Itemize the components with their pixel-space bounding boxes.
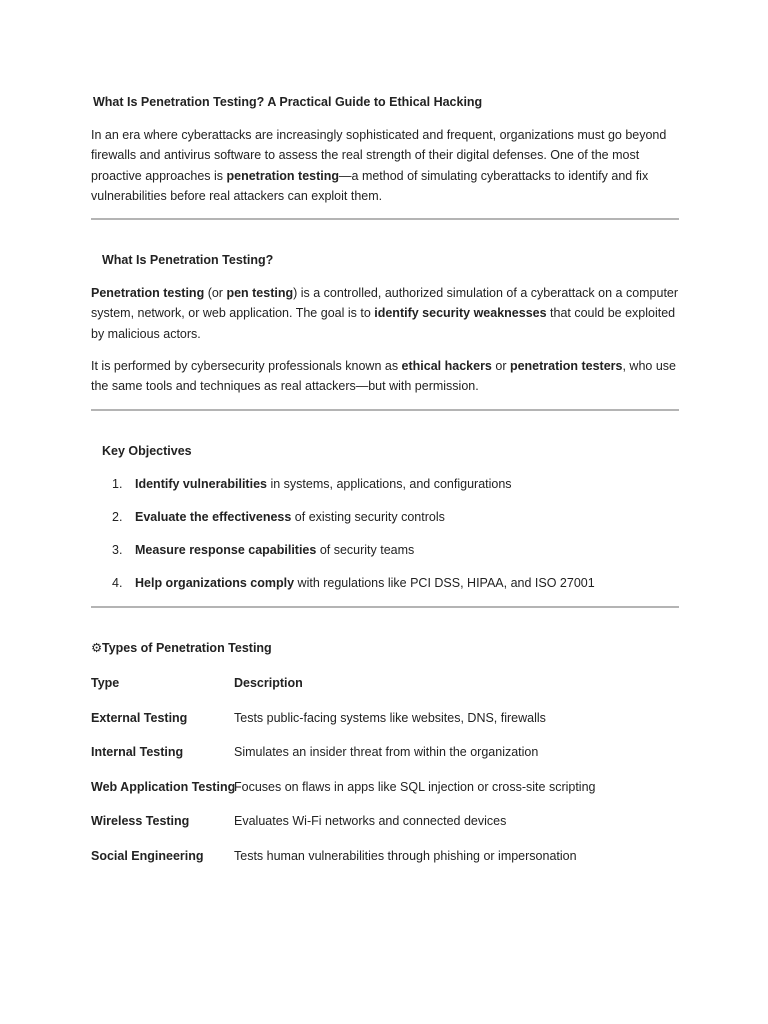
definition-text-1: (or — [204, 286, 227, 300]
table-header-type: Type — [91, 676, 120, 690]
intro-bold-term: penetration testing — [226, 168, 340, 183]
intro-text-2: —a method of simulating cyberattacks to identify and fix vulnerabilities before real attackers can exploit them. — [91, 168, 649, 203]
divider-3 — [91, 606, 679, 608]
term-ethical-hackers: ethical hackers — [401, 359, 492, 373]
table-cell-description: Simulates an insider threat from within the organization — [234, 745, 539, 759]
list-item-bold: Help organizations comply — [135, 576, 295, 590]
list-item — [91, 509, 679, 525]
table-cell-description: Tests public-facing systems like websites, DNS, firewalls — [234, 711, 546, 725]
performers-text-3: , who use the same tools and techniques as real attackers—but with permission. — [91, 359, 676, 394]
section-heading-objectives-text: Key Objectives — [102, 444, 192, 458]
list-item-text — [135, 476, 512, 492]
list-item-text — [135, 542, 414, 558]
list-number: 2. — [112, 510, 123, 524]
performers-text-1: It is performed by cybersecurity professionals known as — [91, 359, 402, 373]
list-item-bold: Identify vulnerabilities — [135, 477, 267, 491]
list-item-rest: with regulations like PCI DSS, HIPAA, and ISO 27001 — [294, 576, 595, 590]
document-title: What Is Penetration Testing? A Practical Guide to Ethical Hacking — [93, 95, 483, 109]
performers-text-2: or — [491, 359, 510, 373]
list-item-rest: of existing security controls — [291, 510, 445, 524]
table-cell-type: Wireless Testing — [91, 814, 190, 828]
list-item — [91, 476, 679, 492]
definition-text-3: that could be exploited by malicious actors. — [91, 306, 676, 341]
section-heading-what-is — [91, 252, 273, 268]
list-item-text — [135, 509, 445, 525]
term-penetration-testers: penetration testers — [509, 359, 623, 373]
list-number: 1. — [112, 477, 123, 491]
list-item — [91, 575, 679, 591]
table-cell-description: Focuses on flaws in apps like SQL injection or cross-site scripting — [234, 780, 596, 794]
list-number: 3. — [112, 543, 123, 557]
list-item-bold: Measure response capabilities — [135, 543, 317, 557]
table-header-description: Description — [234, 676, 303, 690]
list-item-rest: in systems, applications, and configurations — [266, 477, 512, 491]
definition-text-2: ) is a controlled, authorized simulation of a cyberattack on a computer system, network, or web application. The goal is to — [91, 286, 679, 321]
performers-paragraph — [91, 356, 679, 397]
section-heading-what-is-text: What Is Penetration Testing? — [102, 253, 274, 267]
term-penetration-testing: Penetration testing — [91, 286, 205, 300]
term-pen-testing: pen testing — [226, 286, 294, 300]
term-security-weaknesses: identify security weaknesses — [374, 306, 547, 321]
section-heading-types — [91, 640, 272, 656]
table-cell-type: External Testing — [91, 711, 188, 725]
definition-paragraph — [91, 283, 679, 344]
list-item-bold: Evaluate the effectiveness — [135, 510, 292, 524]
table-cell-description: Tests human vulnerabilities through phishing or impersonation — [234, 849, 577, 863]
table-cell-type: Web Application Testing — [91, 780, 236, 794]
intro-paragraph — [91, 125, 679, 206]
gear-icon: ⚙ — [91, 641, 103, 655]
table-cell-description: Evaluates Wi-Fi networks and connected devices — [234, 814, 507, 828]
section-heading-types-text: Types of Penetration Testing — [102, 641, 272, 655]
intro-text-1: In an era where cyberattacks are increasingly sophisticated and frequent, organizations must go beyond firewalls and antivirus software to assess the real strength of their digital defenses. One of the most proactive approaches is — [91, 128, 667, 183]
list-item-rest: of security teams — [316, 543, 415, 557]
table-cell-type: Social Engineering — [91, 849, 204, 863]
list-item — [91, 542, 679, 558]
section-heading-objectives — [91, 443, 192, 459]
divider-1 — [91, 218, 679, 220]
list-number: 4. — [112, 576, 123, 590]
list-item-text — [135, 575, 595, 591]
table-cell-type: Internal Testing — [91, 745, 184, 759]
divider-2 — [91, 409, 679, 411]
